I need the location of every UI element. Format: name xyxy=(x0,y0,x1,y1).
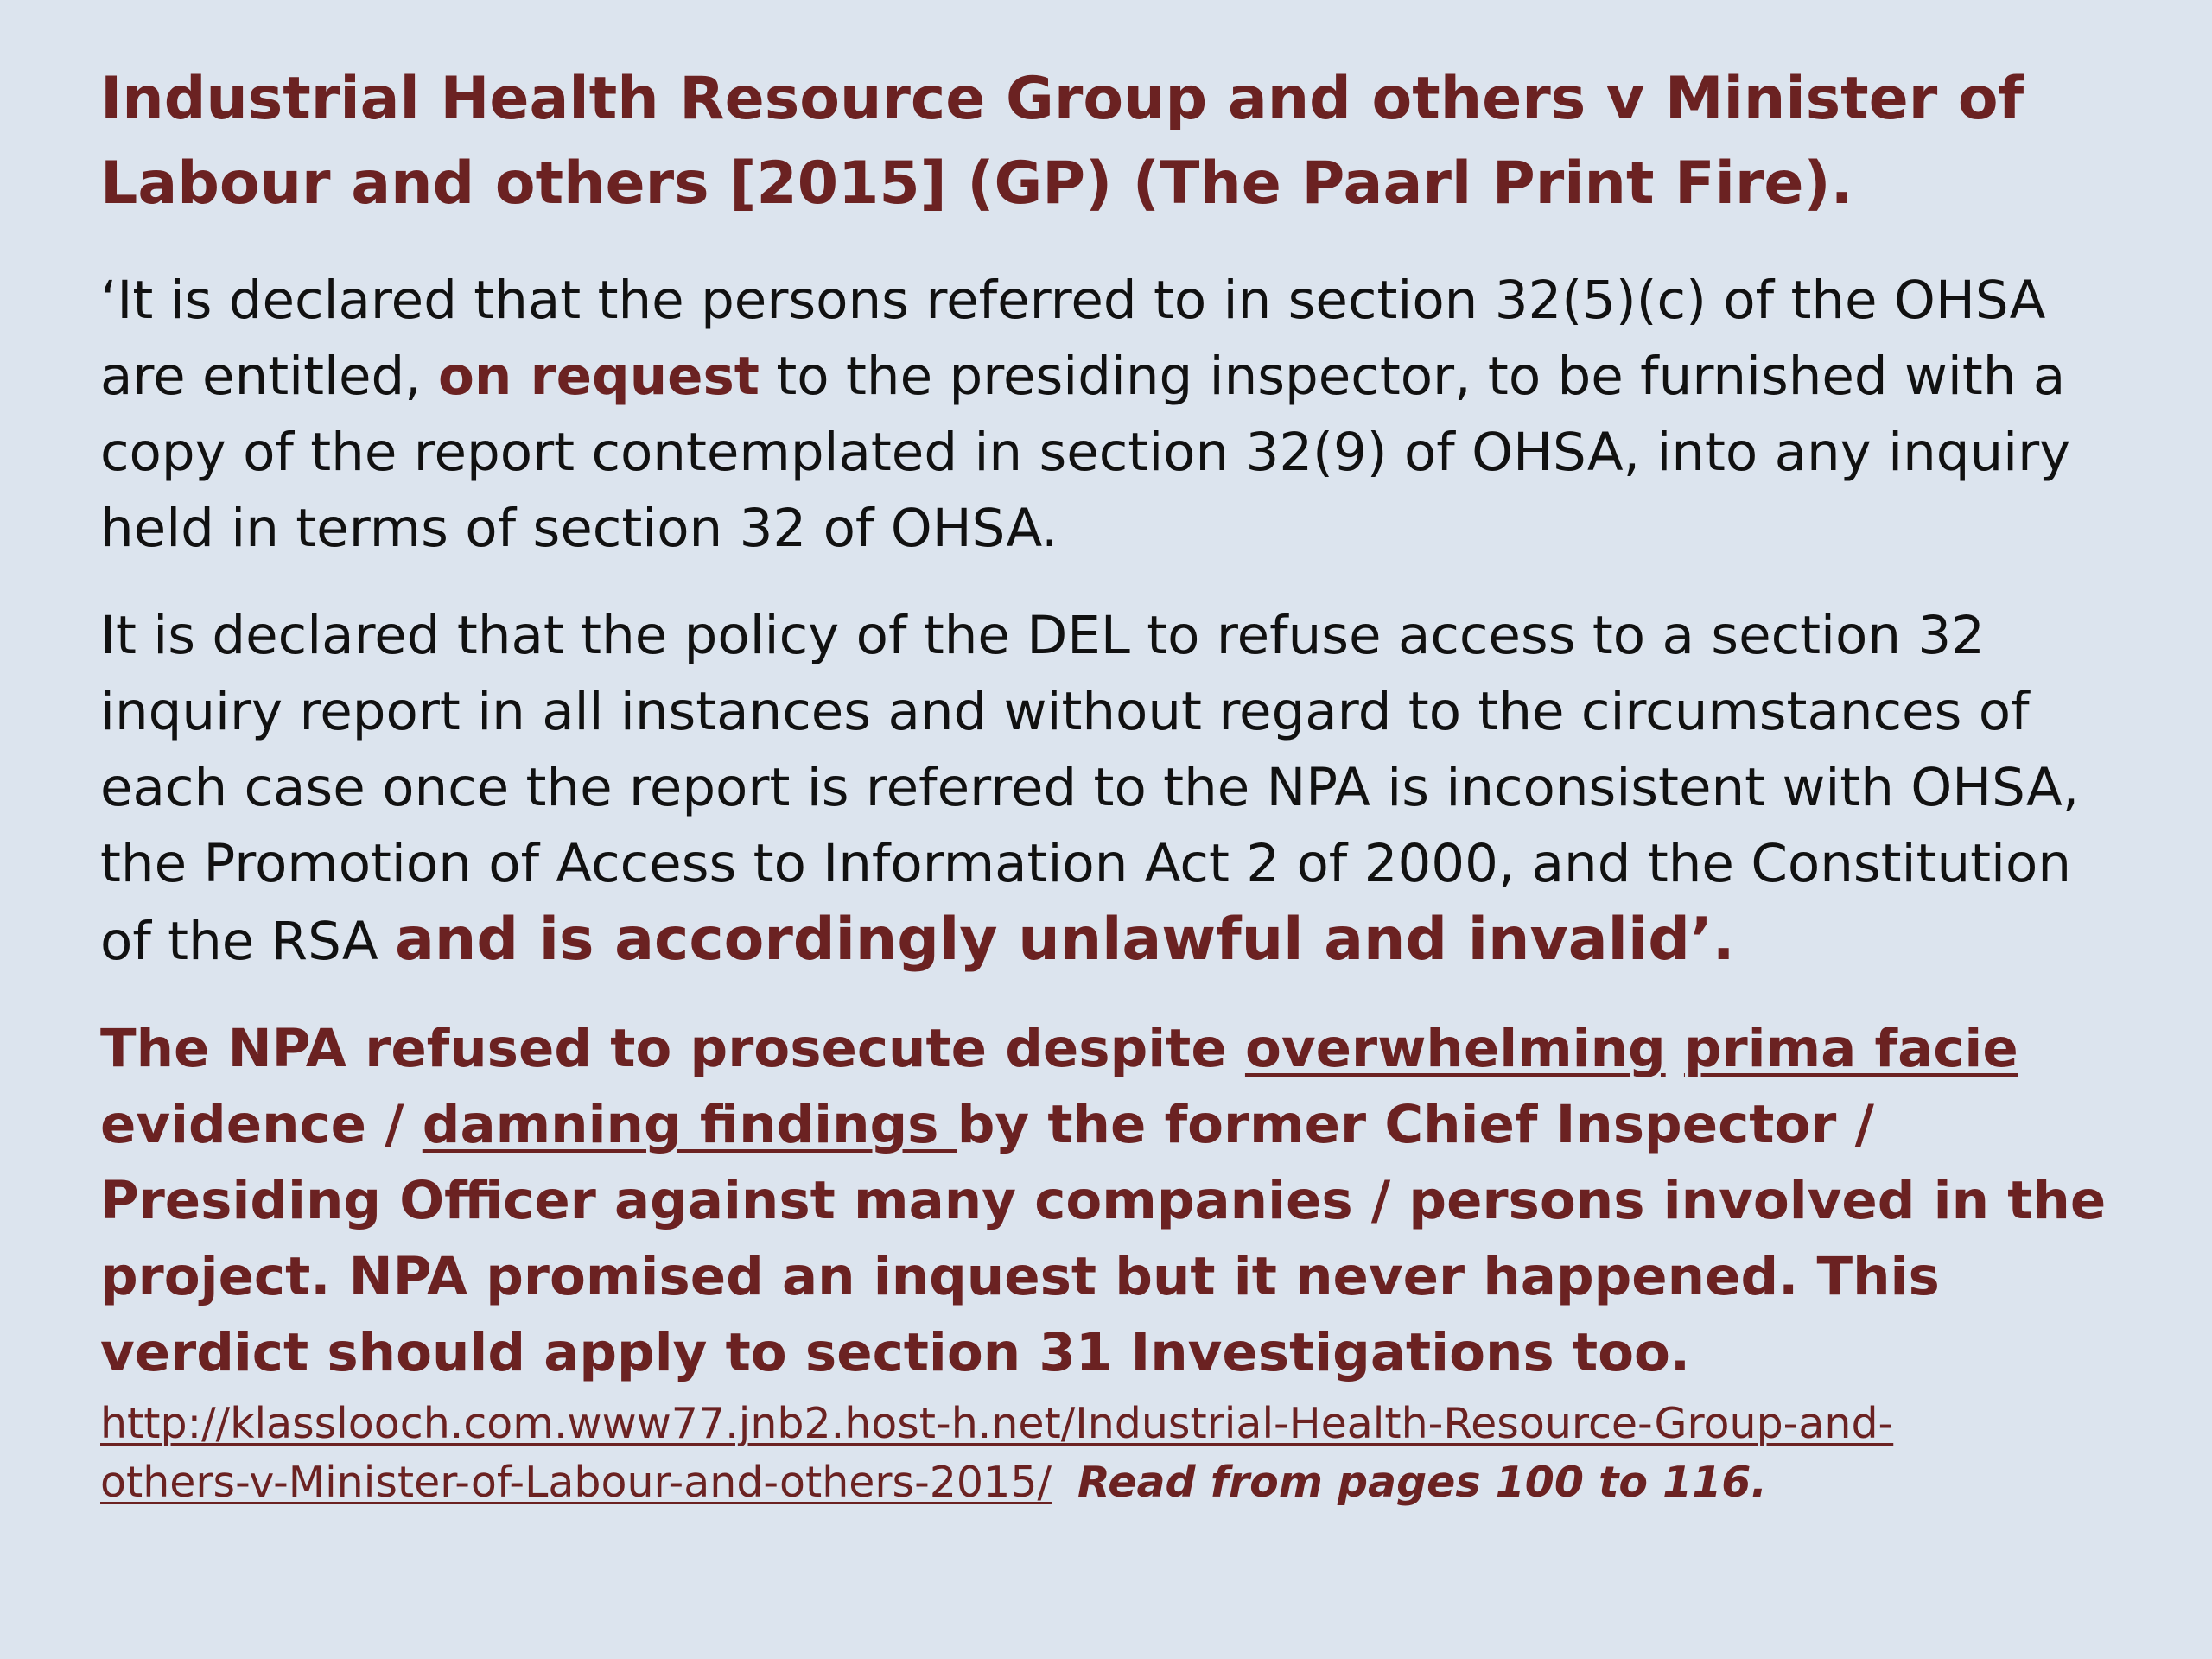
declaration-1-text-a: ‘It is declared that the persons referred to in section 32(5)(c) of the OHSA are entitled, xyxy=(100,270,2046,407)
prima-facie-underlined: prima facie xyxy=(1683,1018,2018,1079)
declaration-paragraph-2 xyxy=(100,598,2117,980)
source-url-line-1: http://klasslooch.com.www77.jnb2.host-h.net/Industrial-Health-Resource-Group-and- xyxy=(100,1399,1894,1448)
page-title: Industrial Health Resource Group and others v Minister of Labour and others [2015] (GP) (The Paarl Print Fire). xyxy=(100,65,2024,218)
source-url-line-2: others-v-Minister-of-Labour-and-others-2015/ xyxy=(100,1458,1052,1507)
declaration-paragraph-1 xyxy=(100,263,2117,567)
verdict-paragraph xyxy=(100,1011,2117,1391)
read-pages-note: Read from pages 100 to 116. xyxy=(1077,1458,1768,1507)
declaration-1-text-b: to the presiding inspector, to be furnished with a copy of the report contemplated in section 32(9) of OHSA, into any inquiry held in terms of section 32 of OHSA. xyxy=(100,346,2071,559)
verdict-text-c: by the former Chief Inspector / Presiding Officer against many companies / persons involved in the project. NPA promised an inquest but it never happened. This verdict should apply to section 31 Investigations too. xyxy=(100,1094,2107,1383)
damning-findings-underlined: damning findings xyxy=(422,1094,957,1155)
verdict-text-a: The NPA refused to prosecute despite xyxy=(100,1018,1245,1079)
overwhelming-underlined: overwhelming xyxy=(1244,1018,1666,1079)
on-request-emphasis: on request xyxy=(438,346,760,407)
unlawful-conclusion: and is accordingly unlawful and invalid’. xyxy=(395,906,1735,974)
source-reference xyxy=(100,1395,2117,1512)
declaration-2-text: It is declared that the policy of the DEL to refuse access to a section 32 inquiry report in all instances and without regard to the circumstances of each case once the report is referred to the NPA is inconsistent with OHSA, the Promotion of Access to Information Act 2 of 2000, and the Constitution of the RSA xyxy=(100,605,2080,972)
verdict-text-b: evidence / xyxy=(100,1094,423,1155)
